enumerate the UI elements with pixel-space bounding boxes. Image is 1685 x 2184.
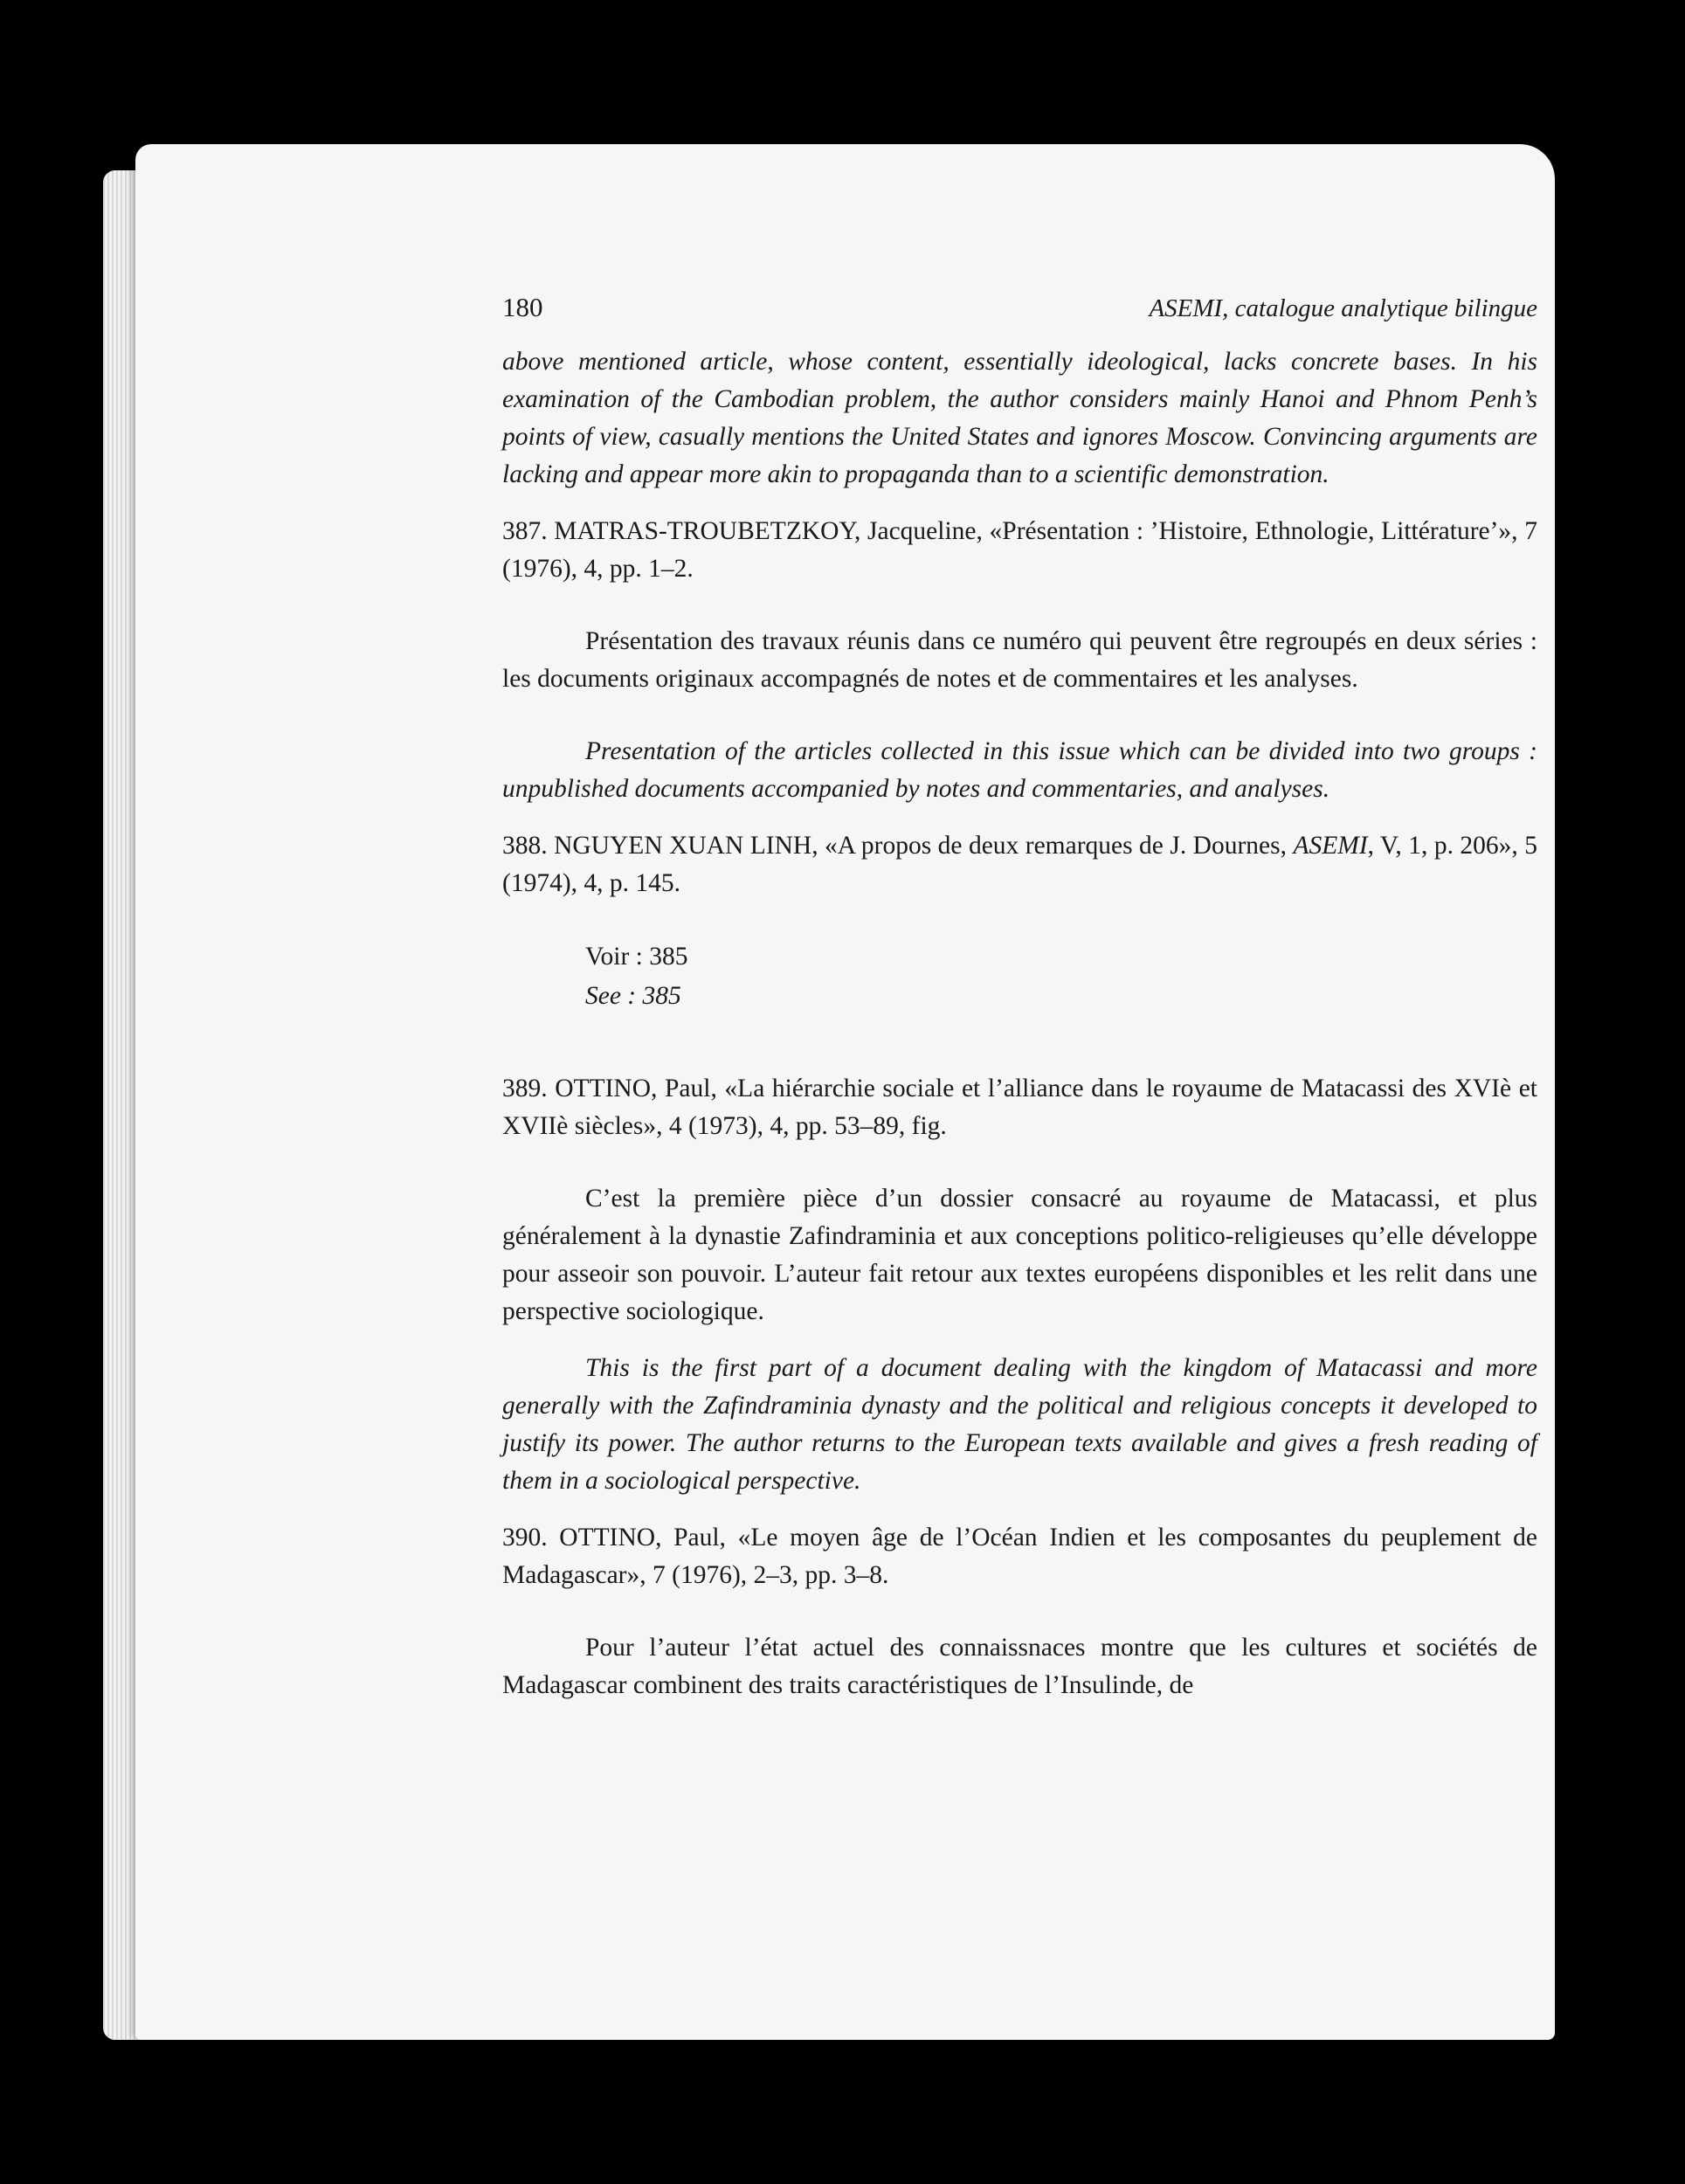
entry-388-cross-reference [502, 937, 1537, 1016]
entry-388-voir: Voir : 385 [585, 943, 688, 971]
page-header [502, 288, 1537, 328]
entry-388-citation-prefix: 388. NGUYEN XUAN LINH, «A propos de deux remarques de J. Dournes, [502, 832, 1287, 860]
entry-390-french-summary: Pour l’auteur l’état actuel des connaissnaces montre que les cultures et sociétés de Madagascar combinent des traits caractéristiques de l’Insulinde, de [502, 1634, 1537, 1699]
page-text [502, 288, 1537, 1704]
entry-387-french-summary: Présentation des travaux réunis dans ce numéro qui peuvent être regroupés en deux séries : les documents originaux accompagnés de notes et de commentaires et les analyses. [502, 627, 1537, 693]
entry-388-citation-suffix: , V, 1, p. 206», 5 (1974), 4, p. 145. [502, 832, 1537, 897]
entry-389-english-summary: This is the first part of a document dealing with the kingdom of Matacassi and more generally with the Zafindraminia dynasty and the political and religious concepts it developed to justify its power. The author returns to the European texts available and gives a fresh reading of them in a sociological perspective. [502, 1354, 1537, 1495]
entry-389-citation: 389. OTTINO, Paul, «La hiérarchie sociale et l’alliance dans le royaume de Matacassi des XVIè et XVIIè siècles», 4 (1973), 4, pp. 53–89, fig. [502, 1075, 1537, 1140]
entry-388-citation [502, 827, 1537, 902]
page-edges [103, 170, 135, 2040]
running-title: ASEMI, catalogue analytique bilingue [1149, 294, 1537, 322]
page-number: 180 [502, 292, 543, 322]
entry-387-citation: 387. MATRAS-TROUBETZKOY, Jacqueline, «Présentation : ’Histoire, Ethnologie, Littérature’», 7 (1976), 4, pp. 1–2. [502, 517, 1537, 583]
entry-390-citation: 390. OTTINO, Paul, «Le moyen âge de l’Océan Indien et les composantes du peuplement de Madagascar», 7 (1976), 2–3, pp. 3–8. [502, 1524, 1537, 1589]
carryover-english-summary: above mentioned article, whose content, essentially ideological, lacks concrete bases. In his examination of the Cambodian problem, the author considers mainly Hanoi and Phnom Penh’s points of view, casually mentions the United States and ignores Moscow. Convincing arguments are lacking and appear more akin to propaganda than to a scientific demonstration. [502, 348, 1537, 488]
entry-388-journal: ASEMI [1293, 832, 1368, 860]
entry-389-french-summary: C’est la première pièce d’un dossier consacré au royaume de Matacassi, et plus généralement à la dynastie Zafindraminia et aux conceptions politico-religieuses qu’elle développe pour asseoir son pouvoir. L’auteur fait retour aux textes européens disponibles et les relit dans une perspective sociologique. [502, 1185, 1537, 1325]
entry-388-see: See : 385 [585, 982, 681, 1010]
entry-387-english-summary: Presentation of the articles collected in this issue which can be divided into two groups : unpublished documents accompanied by notes and commentaries, and analyses. [502, 737, 1537, 803]
